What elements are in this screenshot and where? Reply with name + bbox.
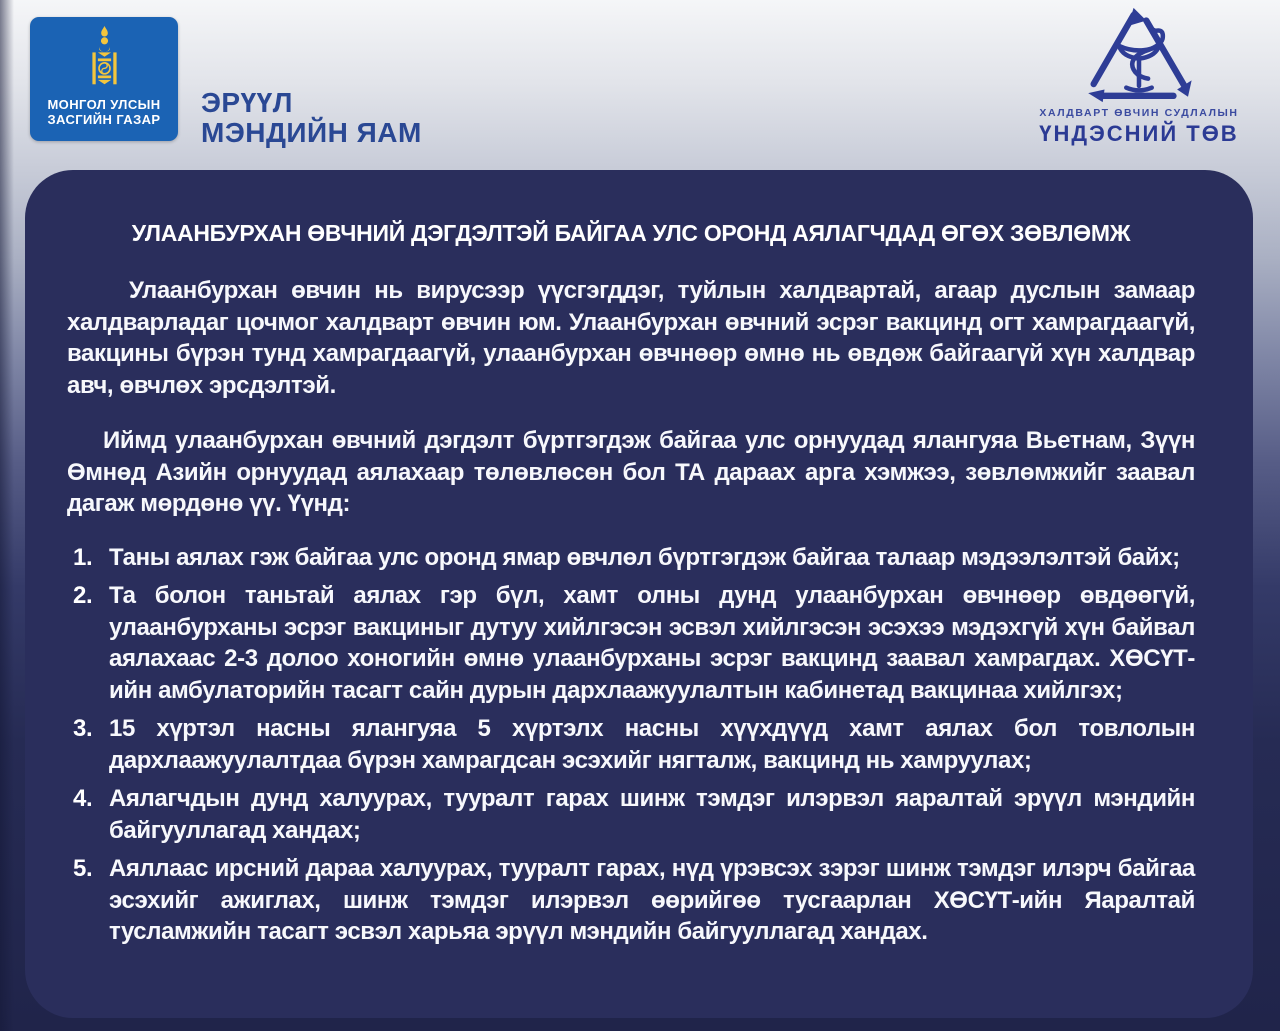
soyombo-icon (88, 26, 121, 92)
nccd-title: ҮНДЭСНИЙ ТӨВ (1039, 121, 1239, 146)
advice-item-number: 4. (73, 785, 93, 812)
paragraph-instruction: Иймд улаанбурхан өвчний дэгдэлт бүртгэгдэж байгаа улс орнуудад ялангуяа Вьетнам, Зүүн Өмнөд Азийн орнуудад аялахаар төлөвлөсөн бол ТА дараах арга хэмжээ, зөвлөмжийг заавал дагаж мөрдөнө үү. Үүнд: (67, 427, 1195, 517)
advice-list (73, 542, 1195, 948)
advice-item-text: 15 хүртэл насны ялангуяа 5 хүртэлх насны хүүхдүүд хамт аялах бол товлолын дархлаажуулалтдаа бүрэн хамрагдсан эсэхийг нягталж, вакцинд нь хамруулах; (109, 715, 1195, 774)
advice-item (73, 580, 1195, 706)
card-title: УЛААНБУРХАН ӨВЧНИЙ ДЭГДЭЛТЭЙ БАЙГАА УЛС ОРОНД АЯЛАГЧДАД ӨГӨХ ЗӨВЛӨМЖ (131, 220, 1131, 246)
gov-logo-line2: ЗАСГИЙН ГАЗАР (47, 112, 161, 127)
nccd-logo (1014, 6, 1264, 147)
advice-item-number: 5. (73, 855, 93, 882)
advice-item (73, 853, 1195, 948)
ministry-name (201, 88, 422, 148)
hygieia-triangle-icon (1075, 6, 1203, 104)
nccd-subtitle: ХАЛДВАРТ ӨВЧИН СУДЛАЛЫН (1039, 107, 1239, 119)
advice-item-number: 2. (73, 582, 93, 609)
advice-item-text: Аялагчдын дунд халуурах, тууралт гарах шинж тэмдэг илэрвэл яаралтай эрүүл мэндийн байгууллагад хандах; (109, 785, 1195, 844)
gov-logo-line1: МОНГОЛ УЛСЫН (47, 97, 161, 112)
advice-item (73, 542, 1195, 574)
paragraph-intro: Улаанбурхан өвчин нь вирусээр үүсгэгддэг, туйлын халдвартай, агаар дуслын замаар халдварладаг цочмог халдварт өвчин юм. Улаанбурхан өвчний эсрэг вакцинд огт хамрагдаагүй, вакцины бүрэн тунд хамрагдаагүй, улаанбурхан өвчнөөр өмнө нь өвдөж байгаагүй хүн халдвар авч, өвчлөх эрсдэлтэй. (67, 277, 1195, 399)
left-edge-shadow (0, 0, 14, 1031)
advice-item (73, 713, 1195, 776)
advice-item (73, 783, 1195, 846)
advice-item-number: 3. (73, 715, 93, 742)
advice-item-text: Та болон таньтай аялах гэр бүл, хамт олны дунд улаанбурхан өвчнөөр өвдөөгүй, улаанбурханы эсрэг вакциныг дутуу хийлгэсэн эсвэл хийлгэсэн эсэхээ мэдэхгүй хүн байвал аялахаас 2-3 долоо хоногийн өмнө улаанбурханы эсрэг вакцинд заавал хамрагдах. ХӨСҮТ-ийн амбулаторийн тасагт сайн дурын дархлаажуулалтын кабинетад вакцинаа хийлгэх; (109, 582, 1195, 704)
ministry-line2: МЭНДИЙН ЯАМ (201, 117, 422, 148)
advice-item-number: 1. (73, 543, 93, 571)
advice-item-text: Аяллаас ирсний дараа халуурах, тууралт гарах, нүд үрэвсэх зэрэг шинж тэмдэг илэрч байгаа эсэхийг ажиглах, шинж тэмдэг илэрвэл өөрийгөө тусгаарлан ХӨСҮТ-ийн Яаралтай тусламжийн тасагт эсвэл харьяа эрүүл мэндийн байгууллагад хандах. (109, 855, 1195, 945)
ministry-line1: ЭРҮҮЛ (201, 87, 293, 118)
advice-item-text: Таны аялах гэж байгаа улс оронд ямар өвчлөл бүртгэгдэж байгаа талаар мэдээлэлтэй байх; (109, 543, 1180, 571)
advisory-card (25, 170, 1253, 1018)
government-logo (30, 17, 178, 141)
